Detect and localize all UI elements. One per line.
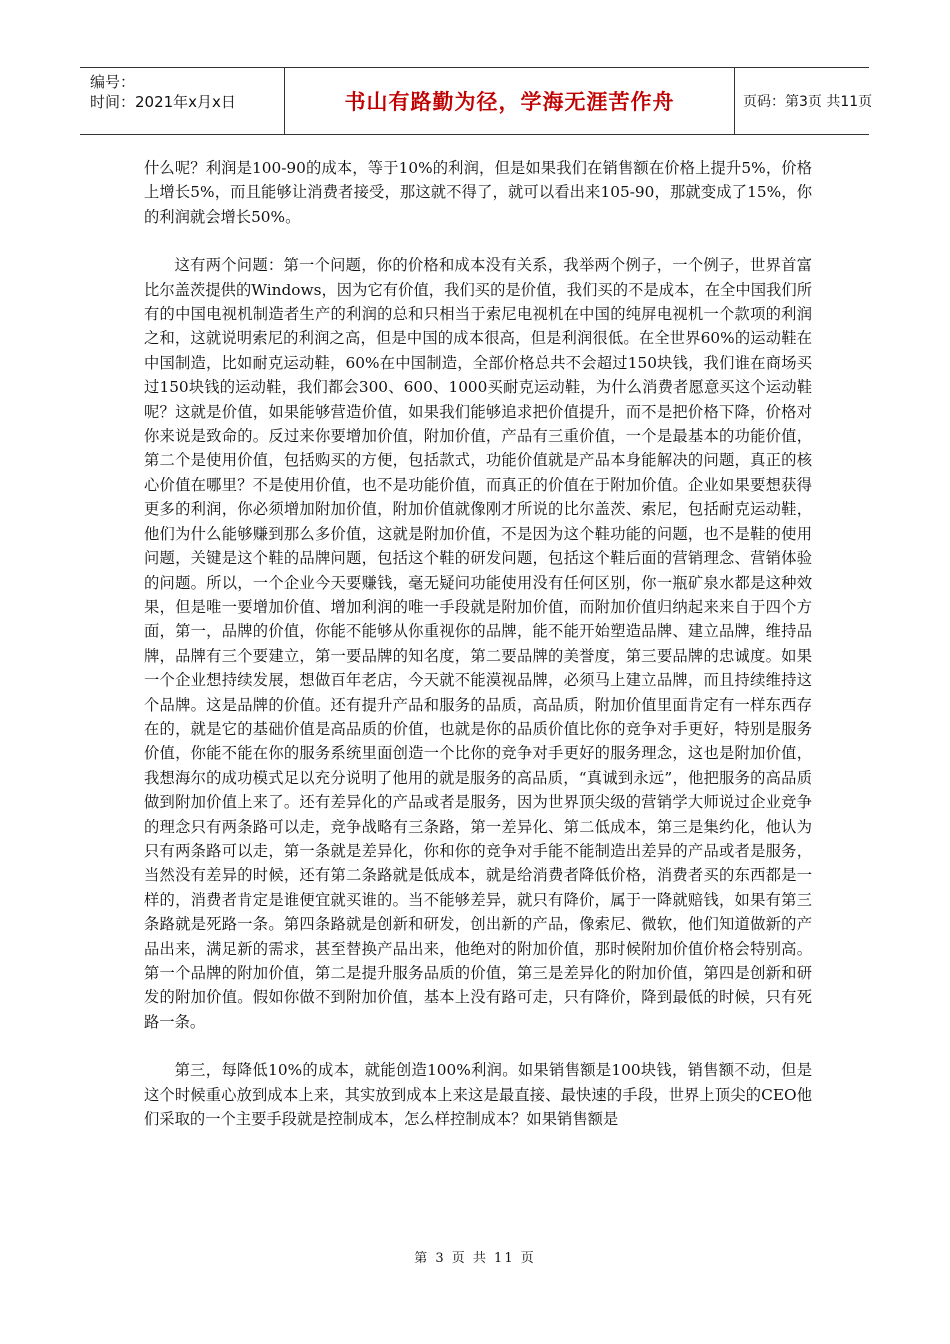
page-footer: 第 3 页 共 11 页: [414, 1251, 536, 1266]
header-info-cell: [80, 68, 285, 134]
motto-text: 书山有路勤为径，学海无涯苦作舟: [344, 90, 675, 114]
document-body: [144, 156, 812, 1155]
number-label: 编号：: [90, 73, 136, 91]
header-page-cell: [735, 68, 873, 134]
paragraph-continuation: 什么呢？利润是100-90的成本，等于10%的利润，但是如果我们在销售额在价格上提升5%，价格上增长5%，而且能够让消费者接受，那这就不得了，就可以看出来105-90，那就变成了15%，你的利润就会增长50%。: [144, 159, 812, 226]
page-header: [80, 67, 873, 135]
paragraph-two-problems: 这有两个问题：第一个问题，你的价格和成本没有关系，我举两个例子，一个例子，世界首富比尔盖茨提供的Windows，因为它有价值，我们买的是价值，我们买的不是成本，在全中国我们所有的中国电视机制造者生产的利润的总和只相当于索尼电视机在中国的纯屏电视机一个款项的利润之和，这就说明索尼的利润之高，但是中国的成本很高，但是利润很低。在全世界60%的运动鞋在中国制造，比如耐克运动鞋，60%在中国制造，全部价格总共不会超过150块钱，我们谁在商场买过150块钱的运动鞋，我们都会300、600、1000买耐克运动鞋，为什么消费者愿意买这个运动鞋呢？这就是价值，如果能够营造价值，如果我们能够追求把价值提升，而不是把价格下降，价格对你来说是致命的。反过来你要增加价值，附加价值，产品有三重价值，一个是最基本的功能价值，第二个是使用价值，包括购买的方便，包括款式，功能价值就是产品本身能解决的问题，真正的核心价值在哪里？不是使用价值，也不是功能价值，而真正的价值在于附加价值。企业如果要想获得更多的利润，你必须增加附加价值，附加价值就像刚才所说的比尔盖茨、索尼，包括耐克运动鞋，他们为什么能够赚到那么多价值，这就是附加价值，不是因为这个鞋功能的问题，也不是鞋的使用问题，关键是这个鞋的品牌问题，包括这个鞋的研发问题，包括这个鞋后面的营销理念、营销体验的问题。所以，一个企业今天要赚钱，毫无疑问功能使用没有任何区别，你一瓶矿泉水都是这种效果，但是唯一要增加价值、增加利润的唯一手段就是附加价值，而附加价值归纳起来来自于四个方面，第一，品牌的价值，你能不能够从你重视你的品牌，能不能开始塑造品牌、建立品牌，维持品牌，品牌有三个要建立，第一要品牌的知名度，第二要品牌的美誉度，第三要品牌的忠诚度。如果一个企业想持续发展，想做百年老店，今天就不能漠视品牌，必须马上建立品牌，而且持续维持这个品牌。这是品牌的价值。还有提升产品和服务的品质，高品质，附加价值里面肯定有一样东西存在的，就是它的基础价值是高品质的价值，也就是你的品质价值比你的竞争对手更好，特别是服务价值，你能不能在你的服务系统里面创造一个比你的竞争对手更好的服务理念，这也是附加价值，我想海尔的成功模式足以充分说明了他用的就是服务的高品质，“真诚到永远”，他把服务的高品质做到附加价值上来了。还有差异化的产品或者是服务，因为世界顶尖级的营销学大师说过企业竞争的理念只有两条路可以走，竞争战略有三条路，第一差异化、第二低成本，第三是集约化，他认为只有两条路可以走，第一条就是差异化，你和你的竞争对手能不能制造出差异的产品或者是服务，当然没有差异的时候，还有第二条路就是低成本，就是给消费者降低价格，消费者买的东西都是一样的，消费者肯定是谁便宜就买谁的。当不能够差异，就只有降价，属于一降就赔钱，如果有第三条路就是死路一条。第四条路就是创新和研发，创出新的产品，像索尼、微软，他们知道做新的产品出来，满足新的需求，甚至替换产品出来，他绝对的附加价值，那时候附加价值价格会特别高。第一个品牌的附加价值，第二是提升服务品质的价值，第三是差异化的附加价值，第四是创新和研发的附加价值。假如你做不到附加价值，基本上没有路可走，只有降价，降到最低的时候，只有死路一条。: [144, 256, 812, 1031]
header-motto-cell: [285, 68, 735, 134]
time-label: 时间：2021年x月x日: [90, 93, 236, 111]
paragraph-third-point: 第三，每降低10%的成本，就能创造100%利润。如果销售额是100块钱，销售额不动，但是这个时候重心放到成本上来，其实放到成本上来这是最直接、最快速的手段，世界上顶尖的CEO他们采取的一个主要手段就是控制成本，怎么样控制成本？如果销售额是: [144, 1061, 812, 1129]
page-label: 页码：第3页 共11页: [743, 94, 873, 110]
